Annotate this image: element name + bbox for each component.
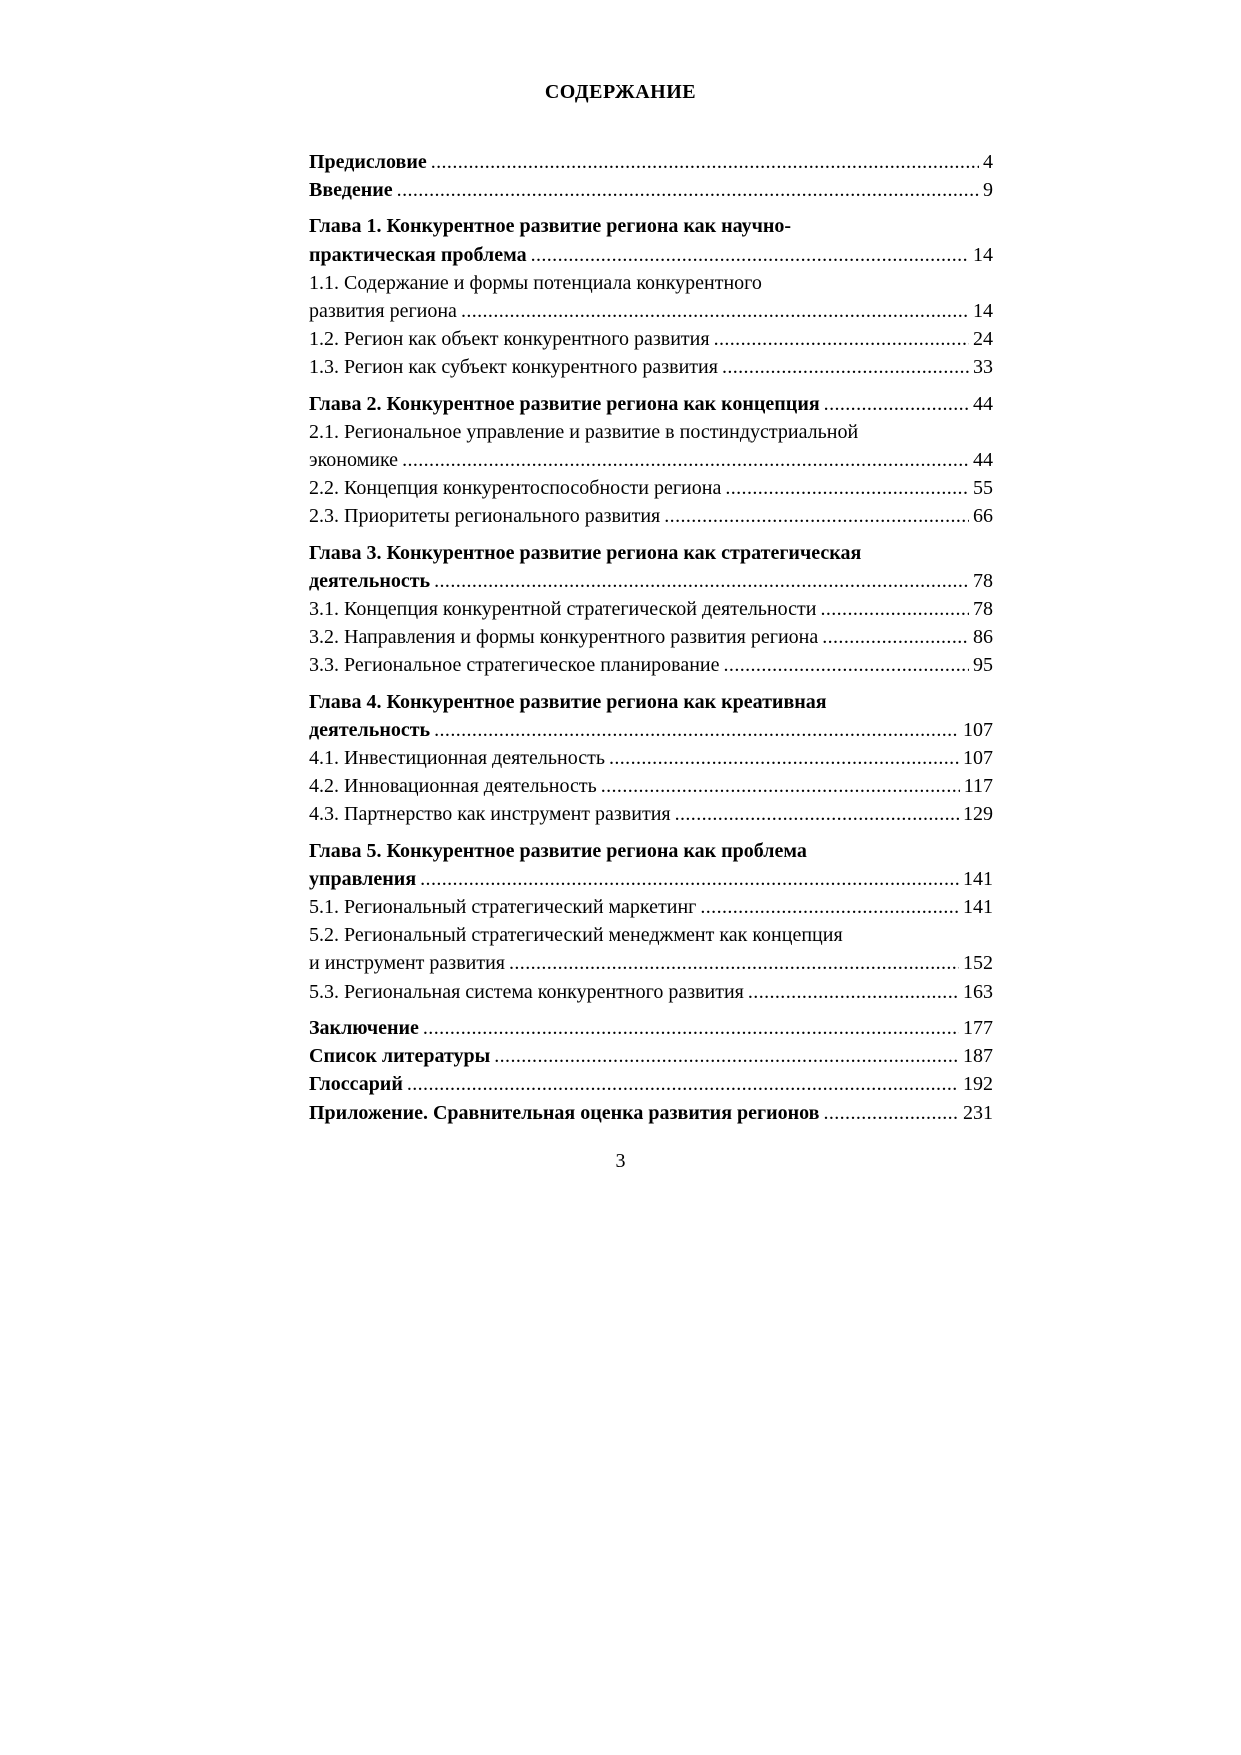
table-of-contents <box>309 148 993 1127</box>
toc-entry <box>309 651 993 679</box>
toc-entry-title: 2.2. Концепция конкурентоспособности региона <box>309 477 722 500</box>
toc-entry-title: Глоссарий <box>309 1073 403 1096</box>
toc-entry-page-number: 163 <box>963 980 993 1003</box>
dot-leader <box>664 502 969 530</box>
toc-entry-page-number: 192 <box>963 1073 993 1096</box>
dot-leader <box>824 390 969 418</box>
toc-entry <box>309 1042 993 1070</box>
toc-entry-page-number: 78 <box>973 598 993 621</box>
toc-entry-line <box>309 623 993 651</box>
toc-entry-title: управления <box>309 867 417 890</box>
toc-entry-line <box>309 949 993 977</box>
toc-entry-line <box>309 1014 993 1042</box>
toc-entry-title-first-line: 2.1. Региональное управление и развитие в постиндустриальной <box>309 420 859 443</box>
dot-leader <box>609 744 959 772</box>
toc-entry <box>309 418 993 474</box>
toc-entry-line <box>309 148 993 176</box>
toc-entry-title-first-line: 5.2. Региональный стратегический менеджмент как концепция <box>309 924 843 947</box>
toc-entry-page-number: 33 <box>973 356 993 379</box>
dot-leader <box>420 865 959 893</box>
toc-entry-title: и инструмент развития <box>309 952 505 975</box>
toc-entry-line <box>309 893 993 921</box>
dot-leader <box>822 623 969 651</box>
page-title: СОДЕРЖАНИЕ <box>544 81 697 103</box>
toc-entry-title-first-line: Глава 3. Конкурентное развитие региона как стратегическая <box>309 541 862 564</box>
dot-leader <box>748 978 959 1006</box>
dot-leader <box>823 1099 959 1127</box>
dot-leader <box>820 595 969 623</box>
toc-entry-line <box>309 772 993 800</box>
toc-entry <box>309 744 993 772</box>
toc-entry-line <box>309 1070 993 1098</box>
toc-entry <box>309 688 993 744</box>
dot-leader <box>531 241 969 269</box>
toc-entry-page-number: 14 <box>973 300 993 323</box>
dot-leader <box>714 325 969 353</box>
dot-leader <box>434 567 969 595</box>
toc-entry-page-number: 187 <box>963 1045 993 1068</box>
toc-entry-page-number: 4 <box>983 151 993 173</box>
toc-entry-page-number: 152 <box>963 952 993 975</box>
dot-leader <box>725 474 969 502</box>
toc-entry <box>309 800 993 828</box>
toc-entry <box>309 1070 993 1098</box>
toc-entry-title: 5.1. Региональный стратегический маркетинг <box>309 896 697 919</box>
toc-entry-page-number: 129 <box>963 803 993 826</box>
toc-entry-line <box>309 297 993 325</box>
page-number: 3 <box>615 1150 626 1172</box>
toc-entry-title: развития региона <box>309 300 457 323</box>
toc-entry-title: 4.2. Инновационная деятельность <box>309 775 597 798</box>
toc-entry-line <box>309 474 993 502</box>
toc-entry-page-number: 231 <box>963 1101 993 1124</box>
toc-entry-title: Список литературы <box>309 1045 491 1068</box>
toc-entry-title: Глава 2. Конкурентное развитие региона как концепция <box>309 392 820 415</box>
toc-entry-title: деятельность <box>309 569 431 592</box>
dot-leader <box>431 148 979 176</box>
toc-entry-page-number: 24 <box>973 328 993 351</box>
toc-entry <box>309 1099 993 1127</box>
toc-entry-title: Приложение. Сравнительная оценка развития регионов <box>309 1101 820 1124</box>
toc-entry-page-number: 78 <box>973 569 993 592</box>
toc-entry <box>309 595 993 623</box>
toc-entry-line <box>309 744 993 772</box>
toc-entry <box>309 772 993 800</box>
toc-entry <box>309 539 993 595</box>
toc-entry <box>309 502 993 530</box>
toc-entry-title: деятельность <box>309 718 431 741</box>
dot-leader <box>423 1014 959 1042</box>
toc-entry-line <box>309 978 993 1006</box>
toc-entry <box>309 893 993 921</box>
toc-entry <box>309 921 993 977</box>
toc-entry-title: 3.2. Направления и формы конкурентного развития региона <box>309 626 819 649</box>
toc-entry-title: Заключение <box>309 1016 419 1039</box>
dot-leader <box>675 800 959 828</box>
toc-entry <box>309 353 993 381</box>
toc-entry <box>309 325 993 353</box>
toc-entry-title: 1.3. Регион как субъект конкурентного развития <box>309 356 718 379</box>
toc-entry <box>309 269 993 325</box>
toc-entry-line <box>309 1099 993 1127</box>
dot-leader <box>407 1070 959 1098</box>
toc-entry-title: 4.3. Партнерство как инструмент развития <box>309 803 671 826</box>
toc-entry-page-number: 44 <box>973 392 993 415</box>
toc-entry-page-number: 107 <box>963 747 993 770</box>
toc-entry-line <box>309 651 993 679</box>
dot-leader <box>494 1042 959 1070</box>
dot-leader <box>722 353 969 381</box>
toc-entry <box>309 176 993 204</box>
toc-entry-page-number: 95 <box>973 654 993 677</box>
toc-entry-page-number: 9 <box>983 179 993 202</box>
dot-leader <box>402 446 969 474</box>
toc-entry-title: 3.1. Концепция конкурентной стратегической деятельности <box>309 598 817 621</box>
toc-entry-line <box>309 325 993 353</box>
toc-entry-title: 5.3. Региональная система конкурентного развития <box>309 980 744 1003</box>
dot-leader <box>700 893 959 921</box>
toc-entry-line <box>309 502 993 530</box>
toc-entry-page-number: 107 <box>963 718 993 741</box>
toc-entry-page-number: 44 <box>973 449 993 472</box>
toc-entry-page-number: 14 <box>973 243 993 266</box>
toc-entry-page-number: 141 <box>963 896 993 919</box>
toc-entry-page-number: 86 <box>973 626 993 649</box>
dot-leader <box>509 949 959 977</box>
toc-entry <box>309 390 993 418</box>
toc-entry <box>309 978 993 1006</box>
toc-entry <box>309 837 993 893</box>
toc-entry-title: 4.1. Инвестиционная деятельность <box>309 747 605 770</box>
toc-entry-line <box>309 353 993 381</box>
toc-entry <box>309 212 993 268</box>
toc-entry-title: практическая проблема <box>309 243 527 266</box>
dot-leader <box>601 772 960 800</box>
toc-entry-line <box>309 1042 993 1070</box>
toc-entry-line <box>309 595 993 623</box>
dot-leader <box>397 176 979 204</box>
toc-entry <box>309 148 993 176</box>
toc-entry-title-first-line: Глава 5. Конкурентное развитие региона как проблема <box>309 839 807 862</box>
toc-entry-title-first-line: 1.1. Содержание и формы потенциала конкурентного <box>309 271 762 294</box>
toc-entry-title: Введение <box>309 179 393 202</box>
toc-entry <box>309 623 993 651</box>
toc-entry <box>309 474 993 502</box>
toc-entry-title-first-line: Глава 1. Конкурентное развитие региона как научно- <box>309 215 792 238</box>
dot-leader <box>434 716 959 744</box>
toc-entry-title: экономике <box>309 449 399 472</box>
toc-entry-line <box>309 865 993 893</box>
toc-entry-title: Предисловие <box>309 151 427 173</box>
toc-entry <box>309 1014 993 1042</box>
toc-entry-line <box>309 800 993 828</box>
toc-entry-line <box>309 241 993 269</box>
toc-entry-page-number: 177 <box>963 1016 993 1039</box>
toc-entry-page-number: 55 <box>973 477 993 500</box>
dot-leader <box>724 651 969 679</box>
dot-leader <box>461 297 969 325</box>
toc-entry-page-number: 117 <box>963 775 993 798</box>
toc-entry-line <box>309 390 993 418</box>
toc-entry-line <box>309 176 993 204</box>
toc-entry-title: 3.3. Региональное стратегическое планирование <box>309 654 720 677</box>
toc-entry-title: 2.3. Приоритеты регионального развития <box>309 505 661 528</box>
toc-entry-title-first-line: Глава 4. Конкурентное развитие региона как креативная <box>309 690 827 713</box>
toc-entry-page-number: 66 <box>973 505 993 528</box>
toc-entry-line <box>309 716 993 744</box>
toc-entry-page-number: 141 <box>963 867 993 890</box>
toc-entry-line <box>309 567 993 595</box>
toc-entry-title: 1.2. Регион как объект конкурентного развития <box>309 328 710 351</box>
toc-entry-line <box>309 446 993 474</box>
